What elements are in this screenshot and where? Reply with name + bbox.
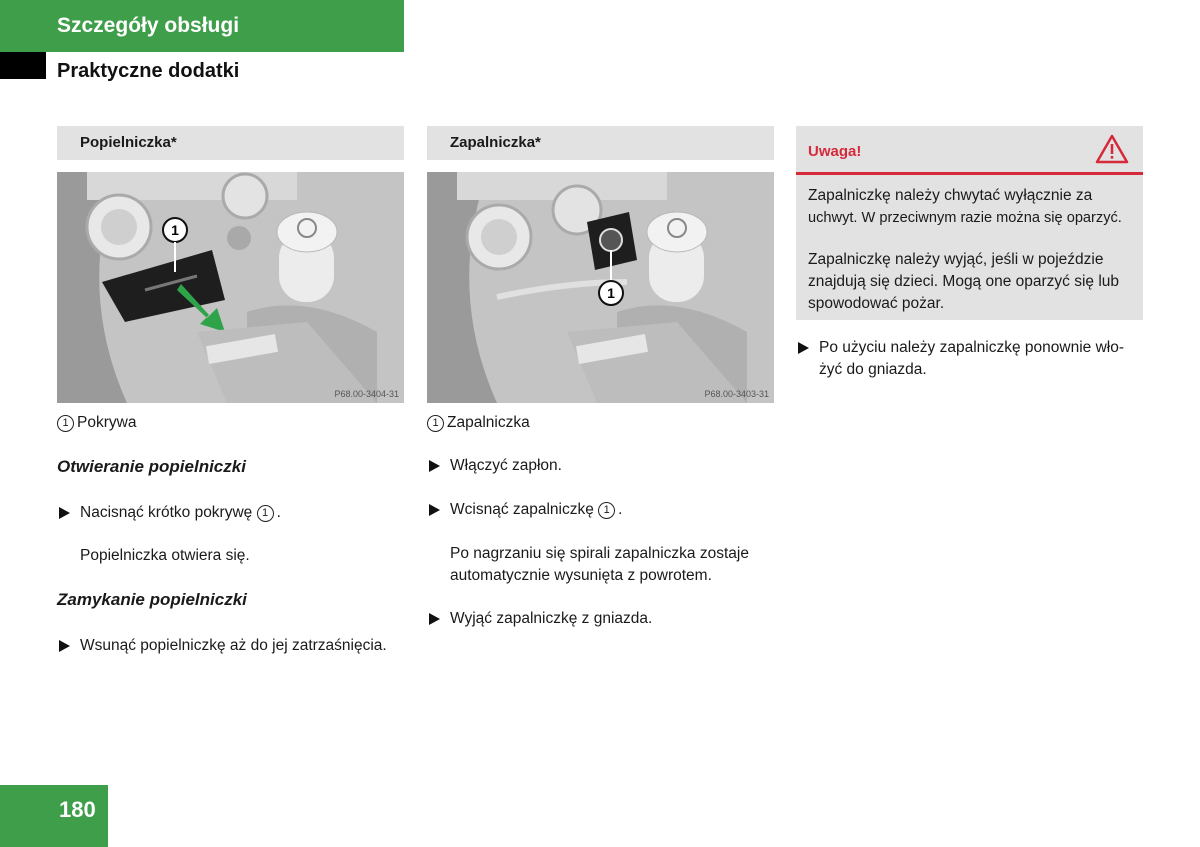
close-ashtray-step: Wsunąć popielniczkę aż do jej zatrzaśnięcia. xyxy=(80,637,387,654)
step-line: Po użyciu należy zapalniczkę ponownie wło- xyxy=(819,339,1124,356)
warning-text-2 xyxy=(808,249,1138,315)
step-bullet-icon xyxy=(429,613,440,625)
legend-text: Zapalniczka xyxy=(447,414,530,431)
step-end: . xyxy=(276,504,281,521)
step-bullet-icon xyxy=(429,460,440,472)
ashtray-legend xyxy=(57,412,136,434)
legend-number: 1 xyxy=(57,415,74,432)
step-bullet-icon xyxy=(429,504,440,516)
lighter-callout: 1 xyxy=(607,285,615,301)
ashtray-photo xyxy=(57,172,404,403)
open-ashtray-result: Popielniczka otwiera się. xyxy=(80,547,250,564)
lighter-photo-code: P68.00-3403-31 xyxy=(704,389,769,399)
step-end: . xyxy=(618,501,623,518)
section-tab xyxy=(0,0,404,52)
page-number: 180 xyxy=(0,785,108,847)
warning-line: Zapalniczkę należy chwytać wyłącznie za xyxy=(808,187,1093,204)
legend-text: Pokrywa xyxy=(77,414,137,431)
close-ashtray-heading: Zamykanie popielniczki xyxy=(57,590,247,609)
reinsert-lighter-step xyxy=(819,337,1124,381)
result-line: automatycznie wysunięta z powrotem. xyxy=(450,567,712,584)
lighter-result xyxy=(450,543,749,587)
lighter-photo xyxy=(427,172,774,403)
warning-header xyxy=(796,126,1143,175)
step-bullet-icon xyxy=(798,342,809,354)
warning-line: spowodować pożar. xyxy=(808,295,945,312)
ignition-step: Włączyć zapłon. xyxy=(450,457,562,474)
warning-text-1 xyxy=(808,185,1138,229)
ashtray-photo-code: P68.00-3404-31 xyxy=(334,389,399,399)
section-title: Szczegóły obsługi xyxy=(57,14,240,37)
step-bullet-icon xyxy=(59,640,70,652)
ashtray-heading: Popielniczka* xyxy=(57,126,404,160)
warning-line: znajdują się dzieci. Mogą one oparzyć się lub xyxy=(808,273,1120,290)
result-line: Po nagrzaniu się spirali zapalniczka zostaje xyxy=(450,545,749,562)
press-lighter-step xyxy=(450,499,622,521)
ashtray-callout: 1 xyxy=(171,222,179,238)
open-ashtray-step xyxy=(80,502,281,524)
open-ashtray-heading: Otwieranie popielniczki xyxy=(57,457,246,476)
step-line: żyć do gniazda. xyxy=(819,361,927,378)
remove-lighter-step: Wyjąć zapalniczkę z gniazda. xyxy=(450,610,653,627)
warning-line: Zapalniczkę należy wyjąć, jeśli w pojeździe xyxy=(808,251,1104,268)
step-text: Nacisnąć krótko pokrywę xyxy=(80,504,253,521)
page-subtitle: Praktyczne dodatki xyxy=(57,60,240,82)
lighter-heading: Zapalniczka* xyxy=(427,126,774,160)
warning-triangle-icon xyxy=(1095,134,1129,164)
step-text: Wcisnąć zapalniczkę xyxy=(450,501,594,518)
lighter-legend xyxy=(427,412,530,434)
step-ref-number: 1 xyxy=(257,505,274,522)
warning-title: Uwaga! xyxy=(808,143,862,160)
warning-box xyxy=(796,126,1143,320)
step-ref-number: 1 xyxy=(598,502,615,519)
legend-number: 1 xyxy=(427,415,444,432)
warning-line: uchwyt. W przeciwnym razie można się oparzyć. xyxy=(808,210,1122,226)
chapter-marker xyxy=(0,52,46,79)
step-bullet-icon xyxy=(59,507,70,519)
